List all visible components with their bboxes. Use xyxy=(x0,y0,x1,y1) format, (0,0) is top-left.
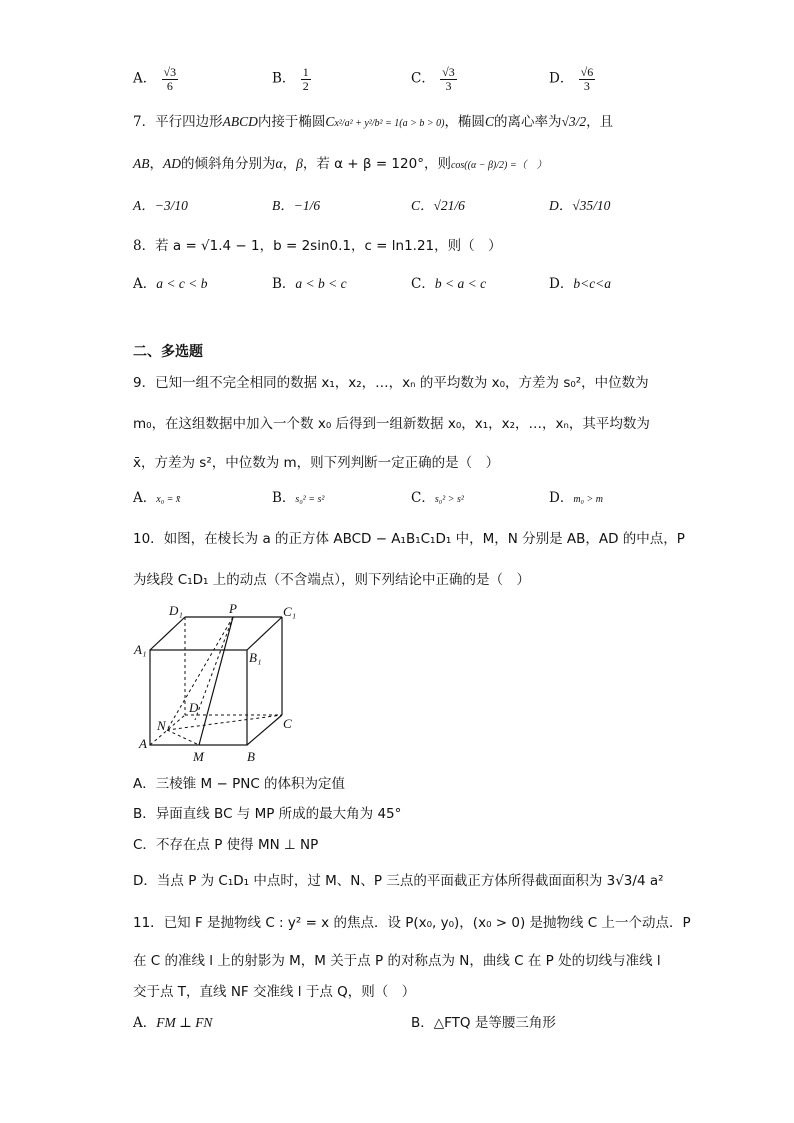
q8-option-c-value: b < a < c xyxy=(434,276,487,291)
label-C: C xyxy=(283,716,292,731)
q11-option-a[interactable] xyxy=(133,1015,212,1031)
q10-stem-line1 xyxy=(133,531,685,547)
q7-ad: AD xyxy=(163,156,181,171)
q9-stem-line1 xyxy=(133,375,649,391)
q7-stem-line1 xyxy=(133,114,613,130)
q6-option-a-value: $\frac{√3}{6}$ xyxy=(163,65,177,93)
q7-option-d[interactable] xyxy=(549,198,610,214)
q10-option-d-value: 当点 P 为 C₁D₁ 中点时，过 M、N、P 三点的平面截正方体所得截面面积为 3√3/4 a² xyxy=(156,873,664,889)
label-P: P xyxy=(229,601,237,616)
q11-number: 11． xyxy=(133,915,164,931)
q8-option-c-label: C． xyxy=(411,276,435,292)
q9-option-a-value: x₀ = x̄ xyxy=(156,494,181,505)
q9-stem-line2: m₀，在这组数据中加入一个数 x₀ 后得到一组新数据 x₀，x₁，x₂，…，xₙ，其平均数为 xyxy=(133,416,650,432)
q7-text-6: 的倾斜角分别为 xyxy=(181,156,276,172)
q7-ask: cos((α − β)/2) =（ ） xyxy=(450,160,547,171)
q9-line1: 已知一组不完全相同的数据 x₁，x₂，…，xₙ 的平均数为 x₀，方差为 s₀²，中位数为 xyxy=(155,375,649,391)
q9-option-c-label: C． xyxy=(411,490,435,506)
q8-stem xyxy=(133,238,502,254)
q7-curve-2: C xyxy=(484,114,494,129)
q7-text-2: 内接于椭圆 xyxy=(257,114,326,130)
q6-option-d-label: D． xyxy=(549,70,574,87)
q6-option-c-label: C． xyxy=(411,70,435,87)
q10-option-c[interactable] xyxy=(133,837,318,853)
q6-option-a[interactable] xyxy=(133,66,179,92)
q10-option-d-label: D． xyxy=(133,873,157,889)
q10-option-b[interactable] xyxy=(133,806,401,822)
q7-option-d-label: D． xyxy=(549,198,573,213)
q8-option-b[interactable] xyxy=(272,276,347,292)
q8-option-d-label: D． xyxy=(549,276,574,292)
q9-stem-line3: x̄，方差为 s²，中位数为 m，则下列判断一定正确的是（ ） xyxy=(133,455,500,471)
q7-number: 7． xyxy=(133,114,156,130)
q6-option-c-value: $\frac{√3}{3}$ xyxy=(442,65,455,93)
q9-option-d-label: D． xyxy=(549,490,574,506)
label-M: M xyxy=(193,749,204,764)
q10-option-c-label: C． xyxy=(133,837,156,853)
q10-option-a-value: 三棱锥 M − PNC 的体积为定值 xyxy=(155,776,346,792)
q8-stem-text: 若 a = √1.4 − 1，b = 2sin0.1，c = ln1.21，则（ ） xyxy=(155,238,502,254)
q9-option-a[interactable] xyxy=(133,490,180,506)
section-title-multi-choice: 二、多选题 xyxy=(133,344,203,360)
q10-line1: 如图，在棱长为 a 的正方体 ABCD − A₁B₁C₁D₁ 中，M，N 分别是 AB，AD 的中点，P xyxy=(163,531,685,547)
q11-option-a-label: A． xyxy=(133,1015,157,1031)
q7-text-1: 平行四边形 xyxy=(155,114,223,130)
q9-option-c[interactable] xyxy=(411,490,464,506)
q10-option-b-value: 异面直线 BC 与 MP 所成的最大角为 45° xyxy=(155,806,402,822)
q6-option-b[interactable] xyxy=(272,66,312,92)
q7-ab: AB xyxy=(133,156,150,171)
label-A: A xyxy=(139,736,147,751)
q7-shape: ABCD xyxy=(222,114,258,129)
q10-option-d[interactable] xyxy=(133,873,664,889)
q8-option-c[interactable] xyxy=(411,276,486,292)
q6-option-c[interactable] xyxy=(411,66,458,92)
q7-option-b-label: B． xyxy=(272,198,294,213)
q7-text-4: 的离心率为 xyxy=(493,114,562,130)
q7-condition: ，若 α + β = 120°，则 xyxy=(302,156,451,172)
label-B: B xyxy=(247,749,255,764)
q8-option-d[interactable] xyxy=(549,276,611,292)
q9-option-b-value: s₀² = s² xyxy=(295,494,325,505)
q10-stem-line2: 为线段 C₁D₁ 上的动点（不含端点），则下列结论中正确的是（ ） xyxy=(133,572,530,588)
q8-option-b-value: a < b < c xyxy=(295,276,347,291)
label-B1: B₁ xyxy=(249,650,262,665)
q10-option-a-label: A． xyxy=(133,776,156,792)
q6-option-b-value: $\frac{1}{2}$ xyxy=(302,65,309,93)
cube-solid-edges xyxy=(150,617,282,745)
q8-option-d-value: b<c<a xyxy=(573,276,612,291)
q9-option-d[interactable] xyxy=(549,490,603,506)
q7-option-d-value: √35/10 xyxy=(572,198,611,213)
q8-option-a-label: A． xyxy=(133,276,157,292)
q7-curve: C xyxy=(325,114,335,129)
q11-option-b[interactable] xyxy=(411,1015,556,1031)
q11-option-b-label: B． xyxy=(411,1015,434,1031)
label-D: D xyxy=(189,700,199,715)
q9-number: 9． xyxy=(133,375,156,391)
q11-line1: 已知 F 是抛物线 C : y² = x 的焦点．设 P(x₀, y₀)，(x₀ > 0) 是抛物线 C 上一个动点．P xyxy=(163,915,691,931)
q7-option-c[interactable] xyxy=(411,198,465,214)
q7-ellipse-equation: x²/a² + y²/b² = 1(a > b > 0) xyxy=(334,118,445,129)
label-D1: D₁ xyxy=(169,603,183,618)
q10-option-b-label: B． xyxy=(133,806,156,822)
q7-option-b[interactable] xyxy=(272,198,320,214)
q7-option-a-label: A． xyxy=(133,198,155,213)
q7-text-3: ，椭圆 xyxy=(444,114,485,130)
q9-option-b-label: B． xyxy=(272,490,296,506)
q9-option-c-value: s₀² > s² xyxy=(434,494,464,505)
q9-option-a-label: A． xyxy=(133,490,157,506)
q7-option-a[interactable] xyxy=(133,198,188,214)
q7-option-a-value: −3/10 xyxy=(154,198,188,213)
q11-option-b-value: △FTQ 是等腰三角形 xyxy=(433,1015,556,1031)
q7-text-5: ，且 xyxy=(586,114,614,130)
q9-option-d-value: m₀ > m xyxy=(573,494,603,505)
q7-stem-line2: AB，AD的倾斜角分别为α，β，若 α + β = 120°，则cos((α − β)/2) =（ ） xyxy=(133,156,547,172)
q9-option-b[interactable] xyxy=(272,490,324,506)
q7-sep: ， xyxy=(149,156,163,172)
label-N: N xyxy=(157,718,166,733)
q10-cube-figure xyxy=(133,600,313,765)
q10-number: 10． xyxy=(133,531,164,547)
q11-stem-line2: 在 C 的准线 l 上的射影为 M，M 关于点 P 的对称点为 N，曲线 C 在 P 处的切线与准线 l xyxy=(133,953,661,969)
q11-stem-line3: 交于点 T，直线 NF 交准线 l 于点 Q，则（ ） xyxy=(133,984,416,1000)
q6-option-b-label: B． xyxy=(272,70,296,87)
q6-option-d[interactable] xyxy=(549,66,596,92)
q7-eccentricity: √3/2 xyxy=(561,114,587,129)
q7-beta: β xyxy=(296,156,303,171)
q8-option-a-value: a < c < b xyxy=(156,276,208,291)
q10-option-a[interactable] xyxy=(133,776,345,792)
q11-stem-line1 xyxy=(133,915,691,931)
q6-option-a-label: A． xyxy=(133,70,157,87)
q7-alpha: α xyxy=(275,156,283,171)
q6-option-d-value: $\frac{√6}{3}$ xyxy=(580,65,594,93)
q7-option-c-value: √21/6 xyxy=(433,198,465,213)
label-C1: C₁ xyxy=(283,604,297,619)
q8-option-b-label: B． xyxy=(272,276,296,292)
q8-number: 8． xyxy=(133,238,156,254)
q11-option-a-value: FM ⊥ FN xyxy=(156,1015,213,1030)
q7-option-b-value: −1/6 xyxy=(293,198,321,213)
q7-option-c-label: C． xyxy=(411,198,434,213)
q10-option-c-value: 不存在点 P 使得 MN ⊥ NP xyxy=(155,837,319,853)
q8-option-a[interactable] xyxy=(133,276,207,292)
label-A1: A₁ xyxy=(134,642,147,657)
